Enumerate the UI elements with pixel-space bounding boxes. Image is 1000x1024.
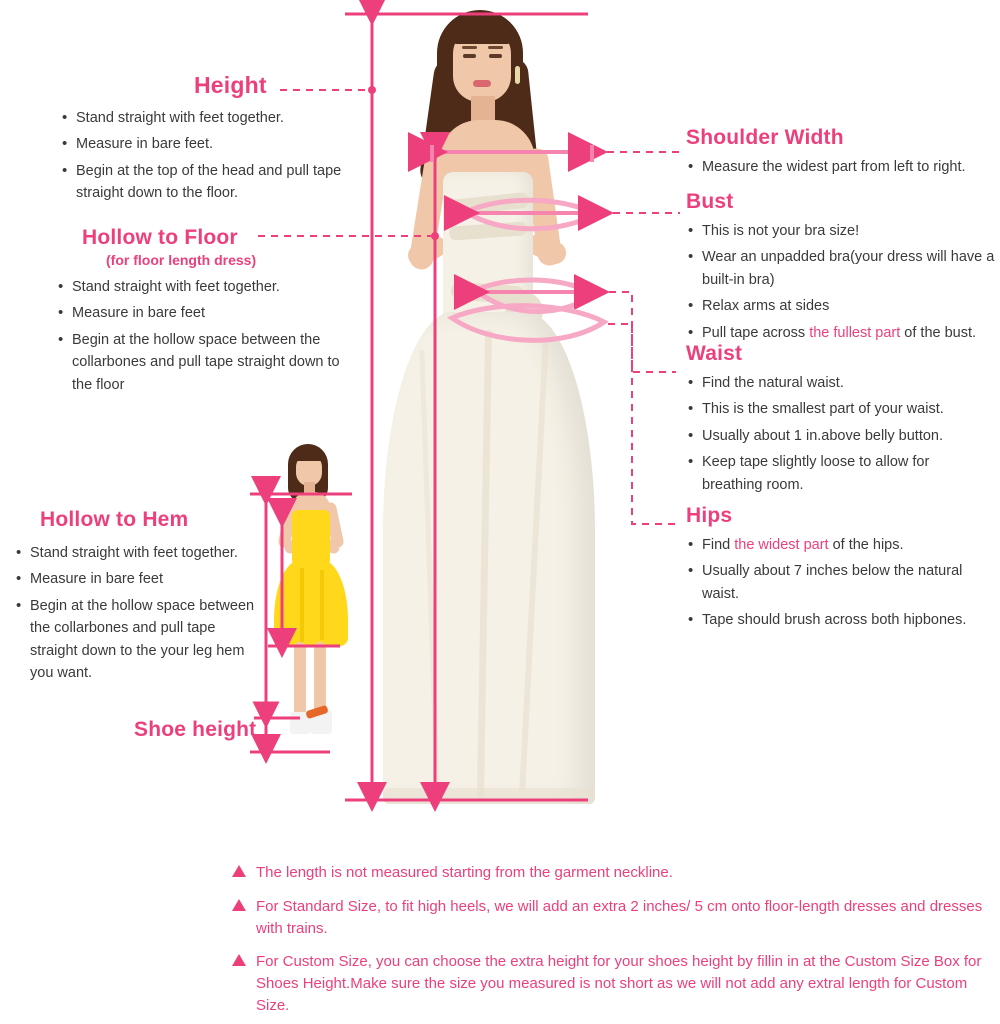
hips-bullets: [686, 534, 990, 632]
bust-fullest-post: of the bust.: [900, 324, 977, 341]
hollow-to-floor-leader-dot: [431, 232, 439, 240]
hollow-to-floor-title: Hollow to Floor: [82, 226, 238, 249]
hollow-to-hem-title: Hollow to Hem: [40, 508, 189, 531]
shoulder-width-title: Shoulder Width: [686, 126, 844, 149]
section-height: [60, 72, 360, 209]
list-item: • This is not your bra size!: [686, 220, 998, 242]
list-item: • Tape should brush across both hipbones.: [686, 609, 990, 631]
hollow-to-floor-bullets: [56, 276, 348, 396]
list-item: • Stand straight with feet together.: [14, 542, 264, 564]
list-item: • Measure in bare feet: [14, 568, 264, 590]
note-item: [230, 896, 990, 940]
height-bullets: [60, 107, 360, 205]
section-hollow-to-hem: [14, 508, 264, 689]
warning-triangle-icon: [232, 899, 246, 911]
list-item: • Keep tape slightly loose to allow for breathing room.: [686, 451, 986, 496]
waist-leader: [596, 292, 676, 372]
waist-bullets: [686, 372, 986, 496]
note-item: [230, 862, 990, 884]
hips-widest-highlight: the widest part: [734, 537, 829, 553]
section-shoulder-width: [686, 126, 996, 182]
hips-leader: [608, 324, 676, 524]
hips-widest-pre: Find: [702, 537, 735, 553]
bust-fullest-highlight: the fullest part: [809, 324, 901, 341]
list-item: • Begin at the top of the head and pull tape straight down to the floor.: [60, 160, 360, 205]
shoe-height-title: Shoe height: [134, 718, 257, 741]
bust-fullest-pre: Pull tape across: [702, 324, 810, 341]
waist-title: Waist: [686, 342, 743, 365]
section-hips: [686, 504, 990, 636]
bust-bullets: [686, 220, 998, 344]
list-item: • Begin at the hollow space between the collarbones and pull tape straight down to the your leg hem you want.: [14, 595, 264, 685]
shoulder-width-bullets: [686, 156, 996, 178]
height-title: Height: [194, 72, 267, 98]
note-text: The length is not measured starting from the garment neckline.: [256, 864, 673, 881]
note-item: [230, 951, 990, 1016]
section-waist: [686, 342, 986, 500]
note-text: For Custom Size, you can choose the extra height for your shoes height by fillin in at the Custom Size Box for Shoes Height.Make sure the size you measured is not short as we will not add any extral length for Custom Size.: [256, 953, 982, 1014]
list-item: • Stand straight with feet together.: [60, 107, 360, 129]
section-bust: [686, 190, 998, 348]
hollow-to-floor-subtitle: (for floor length dress): [106, 252, 257, 268]
list-item: • Measure the widest part from left to right.: [686, 156, 996, 178]
list-item: • Find the natural waist.: [686, 372, 986, 394]
section-shoe-height: [134, 718, 256, 742]
height-leader-dot: [368, 86, 376, 94]
list-item: • Measure in bare feet: [56, 302, 348, 324]
hips-widest-post: of the hips.: [828, 537, 904, 553]
list-item: • Begin at the hollow space between the collarbones and pull tape straight down to the floor: [56, 329, 348, 396]
hips-title: Hips: [686, 504, 733, 527]
list-item: • Stand straight with feet together.: [56, 276, 348, 298]
bust-title: Bust: [686, 190, 734, 213]
warning-triangle-icon: [232, 954, 246, 966]
footer-notes: [230, 862, 990, 1024]
list-item: • Usually about 1 in.above belly button.: [686, 425, 986, 447]
warning-triangle-icon: [232, 865, 246, 877]
hollow-to-hem-bullets: [14, 542, 264, 685]
list-item: • Wear an unpadded bra(your dress will have a built-in bra): [686, 246, 998, 291]
note-text: For Standard Size, to fit high heels, we will add an extra 2 inches/ 5 cm onto floor-length dresses and dresses with trains.: [256, 897, 983, 937]
section-hollow-to-floor: [48, 226, 348, 400]
list-item-hips-widest: [686, 534, 990, 556]
list-item: • This is the smallest part of your waist.: [686, 398, 986, 420]
list-item-bust-fullest: [686, 322, 998, 344]
list-item: • Relax arms at sides: [686, 295, 998, 317]
list-item: • Usually about 7 inches below the natural waist.: [686, 560, 990, 605]
list-item: • Measure in bare feet.: [60, 133, 360, 155]
